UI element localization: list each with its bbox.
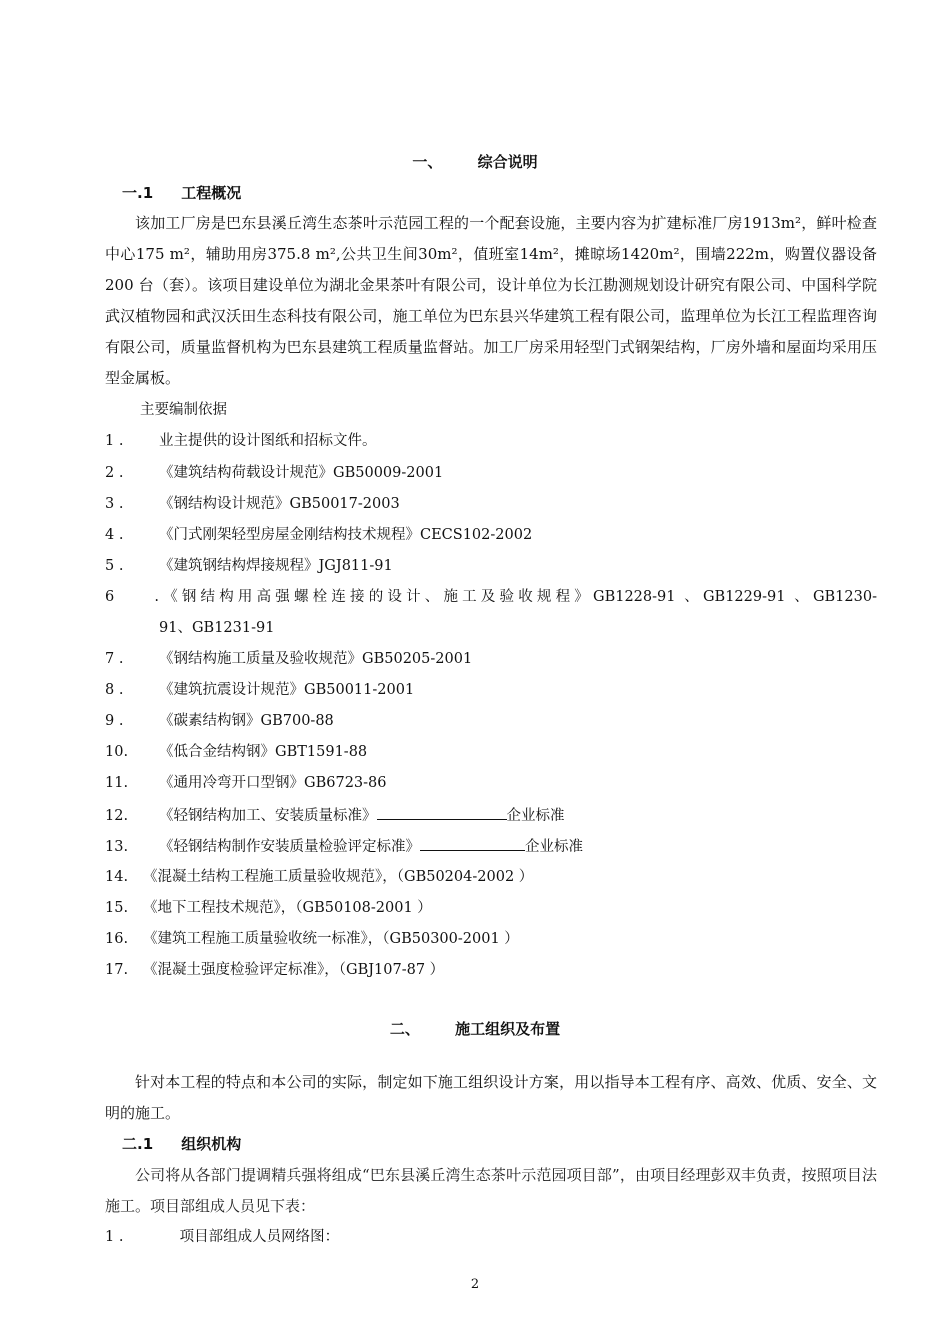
page-number: 2 bbox=[470, 1277, 480, 1292]
basis-text: 《建筑钢结构焊接规程》JGJ811-91 bbox=[159, 558, 393, 574]
basis-item bbox=[105, 587, 877, 607]
list-text: 项目部组成人员网络图： bbox=[179, 1229, 340, 1245]
basis-text: 《门式刚架轻型房屋金刚结构技术规程》CECS102-2002 bbox=[159, 527, 533, 543]
section-heading bbox=[0, 152, 950, 172]
basis-number: 8 . bbox=[105, 682, 124, 698]
subsection-number: 一.1 bbox=[122, 184, 154, 202]
basis-number: 13. bbox=[105, 839, 129, 855]
basis-number: 12. bbox=[105, 808, 129, 824]
basis-text: 《建筑工程施工质量验收统一标准》，（GB50300-2001 ） bbox=[143, 931, 519, 947]
subsection-title: 组织机构 bbox=[181, 1135, 242, 1153]
basis-number: 2 . bbox=[105, 465, 124, 481]
org-paragraph: 公司将从各部门提调精兵强将组成“巴东县溪丘湾生态茶叶示范园项目部”，由项目经理彭双丰负责，按照项目法施工。项目部组成人员见下表： bbox=[105, 1166, 877, 1215]
basis-item bbox=[105, 960, 444, 980]
basis-number: 16. bbox=[105, 931, 129, 947]
basis-item bbox=[105, 680, 414, 700]
basis-item bbox=[105, 773, 387, 793]
section-title: 施工组织及布置 bbox=[455, 1020, 561, 1038]
basis-item bbox=[105, 929, 519, 949]
basis-number: 14. bbox=[105, 869, 129, 885]
basis-item bbox=[105, 836, 583, 857]
basis-item bbox=[105, 898, 432, 918]
basis-item bbox=[105, 556, 393, 576]
basis-text: 《低合金结构钢》GBT1591-88 bbox=[159, 744, 368, 760]
intro-paragraph: 针对本工程的特点和本公司的实际，制定如下施工组织设计方案，用以指导本工程有序、高效、优质、安全、文明的施工。 bbox=[105, 1073, 877, 1122]
basis-number: 15. bbox=[105, 900, 129, 916]
basis-number: 7 . bbox=[105, 651, 124, 667]
subsection-heading bbox=[122, 1134, 241, 1154]
basis-text: 《碳素结构钢》GB700-88 bbox=[159, 713, 334, 729]
overview-paragraph: 该加工厂房是巴东县溪丘湾生态茶叶示范园工程的一个配套设施，主要内容为扩建标准厂房1913m²，鲜叶检查中心175 m²，辅助用房375.8 m²,公共卫生间30m²，值班室14m²，摊晾场1420m²，围墙222m，购置仪器设备200 台（套）。该项目建设单位为湖北金果茶叶有限公司，设计单位为长江勘测规划设计研究有限公司、中国科学院武汉植物园和武汉沃田生态科技有限公司，施工单位为巴东县兴华建筑工程有限公司，监理单位为长江工程监理咨询有限公司，质量监督机构为巴东县建筑工程质量监督站。加工厂房采用轻型门式钢架结构，厂房外墙和屋面均采用压型金属板。 bbox=[105, 214, 877, 387]
basis-text: 《通用冷弯开口型钢》GB6723-86 bbox=[159, 775, 387, 791]
basis-number: 4 . bbox=[105, 527, 124, 543]
list-number: 1 . bbox=[105, 1229, 124, 1245]
section-title: 综合说明 bbox=[477, 153, 538, 171]
subsection-heading bbox=[122, 183, 241, 203]
basis-text: 《轻钢结构制作安装质量检验评定标准》 bbox=[159, 839, 420, 855]
basis-number: 1 . bbox=[105, 433, 124, 449]
basis-text: 业主提供的设计图纸和招标文件。 bbox=[159, 433, 377, 449]
fill-blank-line bbox=[420, 836, 525, 851]
section-heading bbox=[0, 1019, 950, 1039]
basis-text: 《建筑结构荷载设计规范》GB50009-2001 bbox=[159, 465, 444, 481]
basis-text: 《混凝土强度检验评定标准》，（GBJ107-87 ） bbox=[143, 962, 445, 978]
section-number: 一、 bbox=[412, 153, 443, 171]
basis-item bbox=[105, 525, 532, 545]
basis-number: 10. bbox=[105, 744, 129, 760]
basis-text: 《地下工程技术规范》，（GB50108-2001 ） bbox=[143, 900, 432, 916]
basis-item bbox=[105, 431, 377, 451]
section-number: 二、 bbox=[389, 1020, 420, 1038]
subsection-number: 二.1 bbox=[122, 1135, 154, 1153]
basis-item bbox=[105, 742, 367, 762]
list-item bbox=[105, 1227, 339, 1247]
basis-number: 11. bbox=[105, 775, 129, 791]
basis-number: 9 . bbox=[105, 713, 124, 729]
basis-number: 6 . bbox=[105, 589, 159, 605]
fill-blank-line bbox=[377, 805, 507, 820]
basis-item bbox=[105, 711, 334, 731]
subsection-title: 工程概况 bbox=[181, 184, 242, 202]
basis-text: 《轻钢结构加工、安装质量标准》 bbox=[159, 808, 377, 824]
basis-item bbox=[105, 494, 400, 514]
basis-text: 《钢结构施工质量及验收规范》GB50205-2001 bbox=[159, 651, 473, 667]
basis-item bbox=[105, 463, 443, 483]
basis-item bbox=[105, 867, 533, 887]
basis-number: 17. bbox=[105, 962, 129, 978]
basis-tail: 企业标准 bbox=[506, 808, 565, 824]
basis-text: 《钢结构设计规范》GB50017-2003 bbox=[159, 496, 400, 512]
basis-number: 3 . bbox=[105, 496, 124, 512]
basis-item bbox=[105, 649, 472, 669]
basis-text: 《混凝土结构工程施工质量验收规范》，（GB50204-2002 ） bbox=[143, 869, 534, 885]
basis-number: 5 . bbox=[105, 558, 124, 574]
basis-tail: 企业标准 bbox=[525, 839, 583, 855]
basis-continuation: 91、GB1231-91 bbox=[159, 620, 275, 636]
basis-title: 主要编制依据 bbox=[140, 402, 227, 418]
basis-text: 《钢结构用高强螺栓连接的设计、施工及验收规程》GB1228-91 、GB1229-91 、GB1230- bbox=[159, 589, 877, 605]
basis-text: 《建筑抗震设计规范》GB50011-2001 bbox=[159, 682, 415, 698]
basis-item bbox=[105, 805, 565, 826]
